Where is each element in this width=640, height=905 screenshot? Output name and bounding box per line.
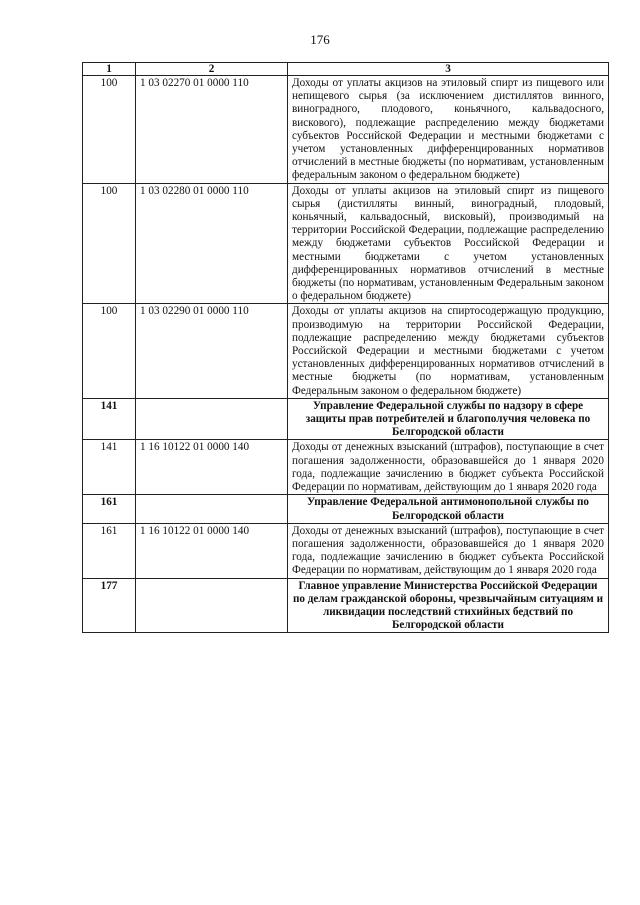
table-row (83, 304, 609, 398)
table-row (83, 76, 609, 184)
admin-cell: 100 (83, 183, 136, 304)
table-row (83, 440, 609, 495)
admin-cell: 141 (83, 440, 136, 495)
name-cell: Доходы от денежных взысканий (штрафов), поступающие в счет погашения задолженности, образовавшейся до 1 января 2020 года, подлежащие зачислению в бюджет субъекта Российской Федерации по нормативам, действующим до 1 января 2020 года (288, 440, 609, 495)
admin-cell: 100 (83, 304, 136, 398)
table-row (83, 183, 609, 304)
table-heading-row (83, 578, 609, 633)
column-header-admin: 1 (83, 63, 136, 76)
table-body (83, 76, 609, 633)
table-heading-row (83, 398, 609, 440)
name-cell: Доходы от денежных взысканий (штрафов), поступающие в счет погашения задолженности, образовавшейся до 1 января 2020 года, подлежащие зачислению в бюджет субъекта Российской Федерации по нормативам, действующим до 1 января 2020 года (288, 523, 609, 578)
code-cell: 1 16 10122 01 0000 140 (136, 523, 288, 578)
column-header-code: 2 (136, 63, 288, 76)
code-cell: 1 03 02280 01 0000 110 (136, 183, 288, 304)
code-cell (136, 398, 288, 440)
page-number: 176 (310, 32, 330, 47)
admin-cell: 161 (83, 495, 136, 523)
name-cell: Управление Федеральной антимонопольной службы по Белгородской области (288, 495, 609, 523)
code-cell (136, 578, 288, 633)
code-cell (136, 495, 288, 523)
name-cell: Доходы от уплаты акцизов на этиловый спирт из пищевого сырья (дистилляты винный, виноградный, плодовый, коньячный, кальвадосный, висковый), производимый на территории Российской Федерации, подлежащие распределению между бюджетами субъектов Российской Федерации и местными бюджетами с учетом установленных дифференцированных нормативов отчислений в местные бюджеты (по нормативам, установленным Федеральным законом о федеральном бюджете) (288, 183, 609, 304)
code-cell: 1 03 02270 01 0000 110 (136, 76, 288, 184)
admin-cell: 100 (83, 76, 136, 184)
code-cell: 1 16 10122 01 0000 140 (136, 440, 288, 495)
table-row (83, 523, 609, 578)
table-heading-row (83, 495, 609, 523)
name-cell: Доходы от уплаты акцизов на спиртосодержащую продукцию, производимую на территории Российской Федерации, подлежащие распределению между бюджетами субъектов Российской Федерации и местными бюджетами с учетом установленных дифференцированных нормативов отчислений в местные бюджеты (по нормативам, установленным Федеральным законом о федеральном бюджете) (288, 304, 609, 398)
admin-cell: 161 (83, 523, 136, 578)
code-cell: 1 03 02290 01 0000 110 (136, 304, 288, 398)
name-cell: Управление Федеральной службы по надзору в сфере защиты прав потребителей и благополучия человека по Белгородской области (288, 398, 609, 440)
budget-revenue-table (82, 62, 609, 633)
admin-cell: 177 (83, 578, 136, 633)
name-cell: Главное управление Министерства Российской Федерации по делам гражданской обороны, чрезвычайным ситуациям и ликвидации последствий стихийных бедствий по Белгородской области (288, 578, 609, 633)
name-cell: Доходы от уплаты акцизов на этиловый спирт из пищевого или непищевого сырья (за исключением дистиллятов винного, виноградного, плодового, коньячного, кальвадосного, вискового), подлежащие распределению между бюджетами субъектов Российской Федерации и местными бюджетами с учетом установленных дифференцированных нормативов отчислений в местные бюджеты (по нормативам, установленным федеральным законом о федеральном бюджете) (288, 76, 609, 184)
table-header-row (83, 63, 609, 76)
column-header-name: 3 (288, 63, 609, 76)
admin-cell: 141 (83, 398, 136, 440)
